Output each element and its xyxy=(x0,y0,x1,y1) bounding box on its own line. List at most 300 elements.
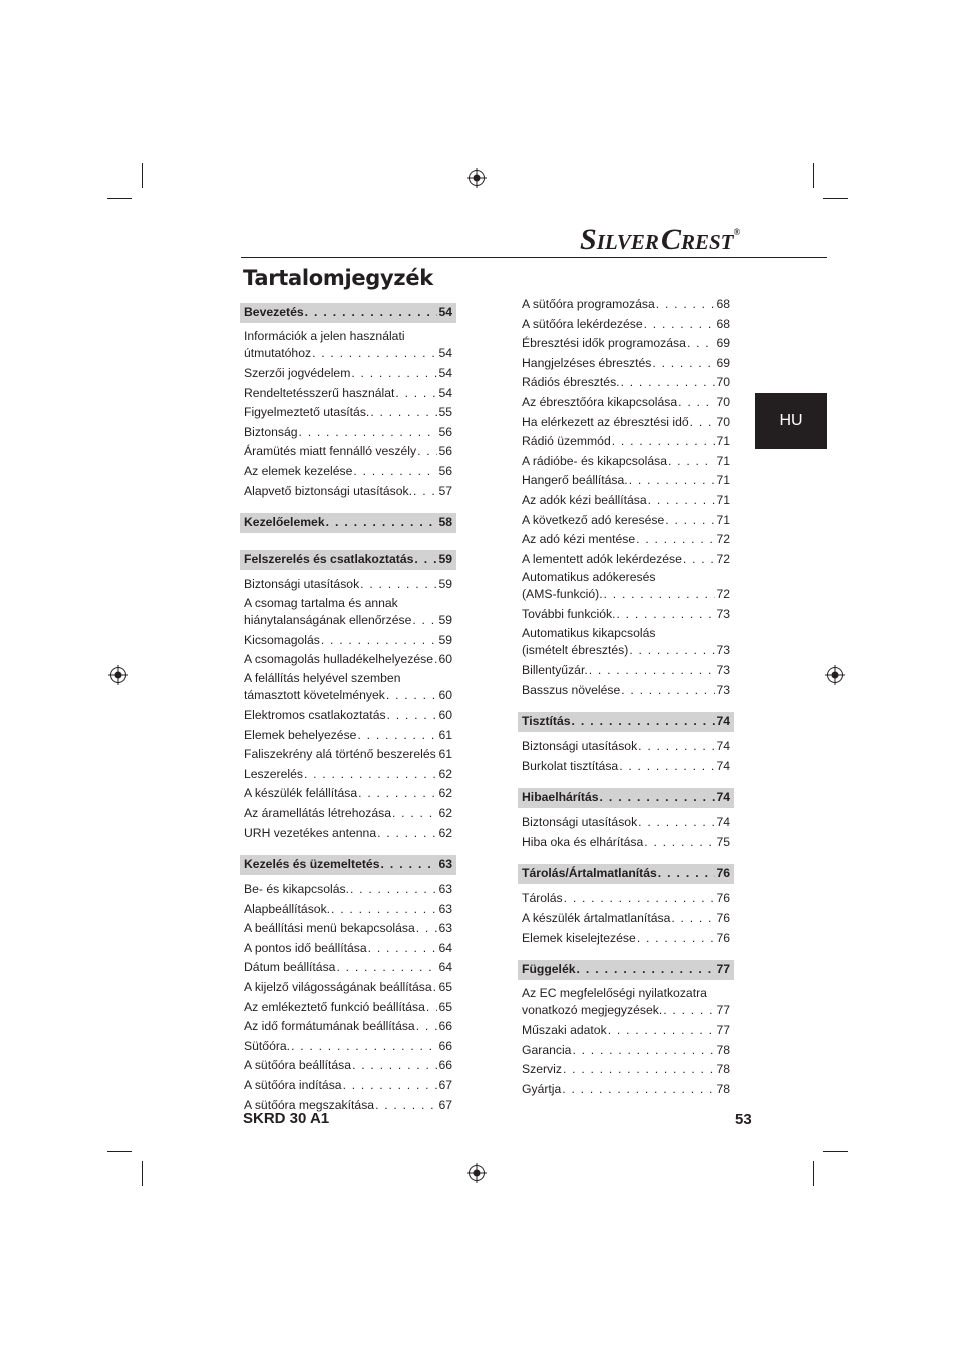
toc-entry[interactable] xyxy=(240,364,456,384)
toc-entry-page: 59 xyxy=(438,612,452,627)
toc-entry[interactable] xyxy=(518,833,734,853)
toc-entry[interactable] xyxy=(518,909,734,929)
registration-mark-icon xyxy=(108,665,128,685)
crop-mark xyxy=(823,1151,848,1152)
toc-entry-page: 66 xyxy=(438,1019,452,1034)
toc-section-page: 74 xyxy=(716,790,730,805)
toc-entry-page: 76 xyxy=(716,911,730,926)
toc-entry[interactable] xyxy=(240,403,456,423)
dot-leader xyxy=(358,784,437,804)
toc-entry-page: 59 xyxy=(438,632,452,647)
toc-entry-title: (ismételt ébresztés) xyxy=(522,642,629,657)
toc-entry-title: Az adók kézi beállítása xyxy=(522,492,647,507)
dot-leader xyxy=(572,1041,715,1061)
toc-entry-page: 59 xyxy=(438,577,452,592)
svg-text:SILVERCREST® xyxy=(580,223,740,256)
toc-entry[interactable] xyxy=(518,354,734,374)
toc-entry[interactable] xyxy=(518,530,734,550)
toc-entry-page: 55 xyxy=(438,405,452,420)
toc-entry-title: Az áramellátás létrehozása xyxy=(244,805,391,820)
toc-entry[interactable] xyxy=(240,958,456,978)
toc-entry[interactable] xyxy=(518,1080,734,1100)
toc-section-heading[interactable] xyxy=(240,513,456,533)
toc-entry-title: URH vezetékes antenna xyxy=(244,825,377,840)
dot-leader xyxy=(321,631,438,651)
toc-entry-line xyxy=(244,612,452,629)
dot-leader xyxy=(350,880,437,900)
dot-leader xyxy=(617,605,716,625)
toc-section-page: 59 xyxy=(438,552,452,567)
dot-leader xyxy=(621,373,716,393)
toc-entry[interactable] xyxy=(240,1037,456,1057)
toc-section-title: Kezelés és üzemeltetés xyxy=(244,857,380,872)
dot-leader xyxy=(687,334,716,354)
dot-leader xyxy=(433,978,438,998)
toc-entry-title: útmutatóhoz xyxy=(244,346,312,360)
toc-section-page: 74 xyxy=(716,714,730,729)
toc-entry-title: Biztonsági utasítások xyxy=(522,739,638,754)
toc-entry-title: Az elemek kezelése xyxy=(244,463,353,478)
toc-entry-title: Ébresztési idők programozása xyxy=(522,336,686,351)
toc-entry-line xyxy=(522,1002,730,1019)
toc-section-title: Tisztítás xyxy=(522,714,571,729)
dot-leader xyxy=(412,612,437,629)
toc-entry[interactable] xyxy=(518,295,734,315)
toc-entry-title: hiánytalanságának ellenőrzése xyxy=(244,612,412,627)
toc-entry-title: Alapvető biztonsági utasítások. xyxy=(244,483,413,498)
toc-entry-page: 73 xyxy=(716,662,730,677)
toc-entry-title-line: Automatikus adókeresés xyxy=(522,570,656,585)
section-gap xyxy=(240,538,456,550)
toc-entry[interactable] xyxy=(518,432,734,452)
dot-leader xyxy=(304,765,437,785)
dot-leader xyxy=(608,1021,716,1041)
toc-entry[interactable] xyxy=(518,1041,734,1061)
toc-entry[interactable] xyxy=(518,452,734,472)
dot-leader xyxy=(370,403,437,423)
section-gap xyxy=(518,948,734,960)
toc-right-column xyxy=(518,295,734,1100)
toc-entry[interactable] xyxy=(240,745,456,765)
toc-entry-title: További funkciók. xyxy=(522,607,616,622)
dot-leader xyxy=(572,712,716,732)
brand-rest: ILVER xyxy=(596,230,659,254)
toc-entry[interactable] xyxy=(240,939,456,959)
toc-entry-page: 72 xyxy=(716,532,730,547)
toc-section-heading[interactable] xyxy=(518,864,734,884)
toc-entry-page: 61 xyxy=(438,727,452,742)
toc-entry[interactable] xyxy=(240,919,456,939)
toc-entry[interactable] xyxy=(240,824,456,844)
toc-entry-title: A beállítási menü bekapcsolása xyxy=(244,921,415,936)
toc-entry-title: Gyártja xyxy=(522,1082,562,1097)
toc-section-heading[interactable] xyxy=(240,303,456,323)
language-tab xyxy=(755,393,827,449)
toc-entry[interactable] xyxy=(240,575,456,595)
toc-entry-title: Biztonsági utasítások xyxy=(244,577,360,592)
toc-entry-title: A sütőóra beállítása xyxy=(244,1058,352,1073)
dot-leader xyxy=(291,1037,437,1057)
dot-leader xyxy=(663,1002,715,1019)
toc-entry-page: 63 xyxy=(438,901,452,916)
brand-initial: S xyxy=(580,223,597,256)
toc-entry-title: Rádió üzemmód xyxy=(522,434,611,449)
dot-leader xyxy=(636,530,715,550)
toc-entry-page: 66 xyxy=(438,1058,452,1073)
toc-entry[interactable] xyxy=(518,413,734,433)
toc-entry-page: 54 xyxy=(438,366,452,380)
toc-entry-title: támasztott követelmények xyxy=(244,687,385,702)
toc-entry-page: 78 xyxy=(716,1042,730,1057)
toc-entry[interactable] xyxy=(518,393,734,413)
toc-entry[interactable] xyxy=(518,491,734,511)
toc-section-heading[interactable] xyxy=(518,788,734,808)
toc-entry[interactable] xyxy=(240,442,456,462)
toc-entry-page: 65 xyxy=(438,980,452,995)
toc-entry-line xyxy=(244,345,452,362)
registration-mark-icon xyxy=(825,665,845,685)
toc-entry[interactable] xyxy=(518,737,734,757)
toc-entry-title: Elemek behelyezése xyxy=(244,727,357,742)
toc-entry[interactable] xyxy=(518,373,734,393)
toc-entry-page: 71 xyxy=(716,434,730,449)
toc-entry-page: 72 xyxy=(716,587,730,602)
toc-entry-title-line: Az EC megfelelőségi nyilatkozatra xyxy=(522,986,707,1001)
toc-entry[interactable] xyxy=(518,511,734,531)
toc-entry-page: 60 xyxy=(438,652,452,667)
dot-leader xyxy=(638,737,715,757)
toc-section-page: 58 xyxy=(438,515,452,530)
dot-leader xyxy=(629,471,716,491)
toc-entry-page: 68 xyxy=(716,297,730,311)
dot-leader xyxy=(375,1096,437,1116)
toc-entry[interactable] xyxy=(518,889,734,909)
toc-entry-title: Műszaki adatok xyxy=(522,1023,607,1038)
toc-entry-title: A sütőóra megszakítása xyxy=(244,1097,375,1112)
crop-mark xyxy=(142,163,143,188)
toc-entry-page: 74 xyxy=(716,739,730,754)
toc-entry-title: Kicsomagolás xyxy=(244,632,320,647)
dot-leader xyxy=(656,295,716,315)
dot-leader xyxy=(637,929,716,949)
dot-leader xyxy=(305,303,438,323)
dot-leader xyxy=(678,393,715,413)
toc-entry-title-line: Információk a jelen használati xyxy=(244,329,405,343)
toc-section-title: Felszerelés és csatlakoztatás xyxy=(244,552,414,567)
toc-entry-title: Biztonság xyxy=(244,424,298,439)
toc-entry[interactable] xyxy=(240,804,456,824)
toc-section-title: Hibaelhárítás xyxy=(522,790,599,805)
toc-entry-title: Burkolat tisztítása xyxy=(522,758,619,773)
toc-entry-title: A következő adó keresése xyxy=(522,512,665,527)
toc-section-page: 76 xyxy=(716,866,730,881)
crop-mark xyxy=(823,198,848,199)
toc-entry-title: Rendeltetésszerű használat xyxy=(244,385,395,400)
toc-entry-page: 61 xyxy=(438,747,452,762)
toc-entry-title: A csomagolás hulladékelhelyezése xyxy=(244,652,434,667)
toc-entry-line xyxy=(522,586,730,603)
dot-leader xyxy=(381,855,438,875)
toc-entry[interactable] xyxy=(518,334,734,354)
toc-entry[interactable] xyxy=(240,998,456,1018)
toc-entry-page: 64 xyxy=(438,940,452,955)
section-gap xyxy=(518,700,734,712)
toc-section-title: Függelék xyxy=(522,962,576,977)
dot-leader xyxy=(336,958,437,978)
dot-leader xyxy=(671,909,715,929)
dot-leader xyxy=(638,813,715,833)
toc-entry[interactable] xyxy=(240,1017,456,1037)
dot-leader xyxy=(564,889,716,909)
toc-section-heading[interactable] xyxy=(518,712,734,732)
toc-entry-title: A rádióbe- és kikapcsolása xyxy=(522,453,667,468)
dot-leader xyxy=(652,354,715,374)
dot-leader xyxy=(360,575,437,595)
toc-entry[interactable] xyxy=(240,384,456,404)
dot-leader xyxy=(683,550,716,570)
toc-entry[interactable] xyxy=(240,650,456,670)
toc-entry-page: 56 xyxy=(438,444,452,459)
toc-entry[interactable] xyxy=(518,813,734,833)
toc-entry-page: 60 xyxy=(438,707,452,722)
dot-leader xyxy=(395,384,437,404)
toc-entry-title: Basszus növelése xyxy=(522,682,621,697)
toc-left-column xyxy=(240,303,456,1115)
toc-entry-title: Figyelmeztető utasítás. xyxy=(244,405,370,420)
toc-entry-title: Az emlékeztető funkció beállítása xyxy=(244,999,425,1014)
toc-entry-page: 54 xyxy=(438,346,452,360)
toc-entry-title-line: A felállítás helyével szemben xyxy=(244,670,401,685)
toc-entry-page: 73 xyxy=(716,607,730,622)
dot-leader xyxy=(416,1017,438,1037)
toc-entry-page: 78 xyxy=(716,1082,730,1097)
dot-leader xyxy=(668,452,715,472)
toc-entry[interactable] xyxy=(518,929,734,949)
toc-entry-title: Billentyűzár. xyxy=(522,662,588,677)
dot-leader xyxy=(648,491,716,511)
section-gap xyxy=(518,852,734,864)
toc-entry-title: Leszerelés xyxy=(244,766,303,781)
toc-entry-title: Hiba oka és elhárítása xyxy=(522,834,644,849)
toc-entry-title: A készülék ártalmatlanítása xyxy=(522,911,671,926)
registration-mark-icon xyxy=(467,1163,487,1183)
dot-leader xyxy=(612,432,716,452)
dot-leader xyxy=(417,442,437,462)
dot-leader xyxy=(644,315,716,335)
dot-leader xyxy=(392,804,437,824)
toc-entry[interactable] xyxy=(240,1076,456,1096)
toc-entry-page: 62 xyxy=(438,805,452,820)
dot-leader xyxy=(426,998,438,1018)
toc-entry[interactable] xyxy=(240,880,456,900)
section-gap xyxy=(518,776,734,788)
dot-leader xyxy=(343,1076,438,1096)
crop-mark xyxy=(813,1161,814,1186)
toc-entry-page: 62 xyxy=(438,786,452,801)
toc-entry[interactable] xyxy=(240,423,456,443)
footer-model: SKRD 30 A1 xyxy=(243,1110,330,1127)
dot-leader xyxy=(352,1056,437,1076)
toc-entry[interactable] xyxy=(518,569,734,605)
dot-leader xyxy=(331,900,437,920)
section-gap xyxy=(240,843,456,855)
dot-leader xyxy=(387,706,438,726)
toc-entry-title: Faliszekrény alá történő beszerelés xyxy=(244,747,436,762)
page-title: Tartalomjegyzék xyxy=(243,266,433,290)
toc-entry[interactable] xyxy=(518,471,734,491)
toc-entry-page: 63 xyxy=(438,882,452,897)
toc-entry-page: 64 xyxy=(438,960,452,975)
toc-entry-title: Áramütés miatt fennálló veszély xyxy=(244,444,417,459)
toc-entry[interactable] xyxy=(518,661,734,681)
toc-section-heading[interactable] xyxy=(518,960,734,980)
toc-entry[interactable] xyxy=(518,757,734,777)
toc-entry-title: Tárolás xyxy=(522,891,563,906)
toc-entry[interactable] xyxy=(240,978,456,998)
dot-leader xyxy=(621,681,715,701)
toc-entry-page: 60 xyxy=(438,687,452,702)
toc-entry-title: A sütőóra indítása xyxy=(244,1078,342,1093)
toc-entry-page: 71 xyxy=(716,512,730,527)
toc-entry-page: 57 xyxy=(438,483,452,498)
dot-leader xyxy=(690,413,716,433)
toc-entry-page: 77 xyxy=(716,1023,730,1038)
crop-mark xyxy=(142,1161,143,1186)
toc-entry-title: Elektromos csatlakoztatás xyxy=(244,707,386,722)
toc-entry[interactable] xyxy=(240,784,456,804)
dot-leader xyxy=(351,364,437,384)
toc-section-title: Tárolás/Ártalmatlanítás xyxy=(522,866,657,881)
brand-rest: REST xyxy=(680,230,734,254)
toc-entry[interactable] xyxy=(518,985,734,1021)
toc-entry-page: 75 xyxy=(716,834,730,849)
toc-entry[interactable] xyxy=(518,1060,734,1080)
toc-entry-page: 62 xyxy=(438,766,452,781)
toc-section-page: 63 xyxy=(438,857,452,872)
toc-entry[interactable] xyxy=(240,1056,456,1076)
toc-entry[interactable] xyxy=(518,315,734,335)
toc-section-title: Kezelőelemek xyxy=(244,515,325,530)
dot-leader xyxy=(386,687,438,704)
toc-entry-title: Ha elérkezett az ébresztési idő xyxy=(522,414,689,429)
toc-entry-title: A kijelző világosságának beállítása xyxy=(244,980,432,995)
crop-mark xyxy=(813,163,814,188)
page-number: 53 xyxy=(735,1111,752,1128)
dot-leader xyxy=(368,939,438,959)
toc-entry[interactable] xyxy=(240,482,456,502)
toc-entry-title: Be- és kikapcsolás. xyxy=(244,882,349,897)
toc-entry-title: A lementett adók lekérdezése xyxy=(522,551,682,566)
toc-entry-line xyxy=(244,687,452,704)
toc-entry[interactable] xyxy=(518,550,734,570)
toc-section-page: 77 xyxy=(716,962,730,977)
toc-entry-page: 77 xyxy=(716,1003,730,1018)
toc-entry-title: Szerviz xyxy=(522,1062,562,1077)
toc-entry[interactable] xyxy=(518,1021,734,1041)
toc-entry-page: 71 xyxy=(716,453,730,468)
toc-entry-title: vonatkozó megjegyzések. xyxy=(522,1003,663,1018)
toc-entry[interactable] xyxy=(240,900,456,920)
dot-leader xyxy=(562,1080,715,1100)
toc-section-heading[interactable] xyxy=(240,855,456,875)
toc-entry[interactable] xyxy=(240,631,456,651)
brand-initial: C xyxy=(660,223,681,256)
toc-entry-page: 70 xyxy=(716,414,730,429)
dot-leader xyxy=(589,661,716,681)
toc-entry-page: 69 xyxy=(716,336,730,351)
toc-entry-title: A pontos idő beállítása xyxy=(244,940,367,955)
toc-entry-page: 70 xyxy=(716,394,730,409)
language-tab-label: HU xyxy=(779,412,803,429)
toc-entry-page: 73 xyxy=(716,682,730,697)
toc-entry-page: 66 xyxy=(438,1038,452,1053)
dot-leader xyxy=(312,345,437,362)
toc-entry-title: Az idő formátumának beállítása xyxy=(244,1019,415,1034)
toc-entry-page: 72 xyxy=(716,551,730,566)
toc-entry-page: 63 xyxy=(438,921,452,936)
dot-leader xyxy=(353,462,437,482)
toc-entry-page: 56 xyxy=(438,463,452,478)
dot-leader xyxy=(619,757,715,777)
toc-entry-page: 65 xyxy=(438,999,452,1014)
toc-entry-title: Rádiós ébresztés. xyxy=(522,375,620,390)
toc-entry[interactable] xyxy=(518,681,734,701)
toc-entry[interactable] xyxy=(518,625,734,661)
dot-leader xyxy=(658,864,716,884)
toc-entry[interactable] xyxy=(240,670,456,706)
dot-leader xyxy=(414,550,437,570)
toc-section-heading[interactable] xyxy=(240,550,456,570)
toc-entry[interactable] xyxy=(240,706,456,726)
dot-leader xyxy=(413,482,437,502)
dot-leader xyxy=(326,513,438,533)
brand-logo xyxy=(580,222,752,256)
toc-entry-title-line: A csomag tartalma és annak xyxy=(244,595,398,610)
dot-leader xyxy=(629,642,715,659)
header-rule xyxy=(241,257,827,258)
toc-entry-title-line: Automatikus kikapcsolás xyxy=(522,625,656,640)
section-gap xyxy=(240,501,456,513)
toc-entry[interactable] xyxy=(240,462,456,482)
dot-leader xyxy=(434,650,437,670)
dot-leader xyxy=(577,960,716,980)
toc-entry[interactable] xyxy=(518,605,734,625)
toc-entry-title: Sütőóra. xyxy=(244,1038,291,1053)
toc-entry-title: (AMS-funkció). xyxy=(522,587,603,602)
dot-leader xyxy=(437,745,438,765)
toc-entry-title: Szerzői jogvédelem xyxy=(244,366,351,380)
dot-leader xyxy=(600,788,716,808)
toc-entry-title: Hangjelzéses ébresztés xyxy=(522,355,652,370)
toc-entry-title: Alapbeállítások. xyxy=(244,901,331,916)
toc-entry[interactable] xyxy=(240,726,456,746)
toc-entry[interactable] xyxy=(240,328,456,364)
toc-entry-page: 74 xyxy=(716,815,730,830)
toc-entry-page: 74 xyxy=(716,758,730,773)
toc-entry[interactable] xyxy=(240,595,456,631)
toc-entry-page: 73 xyxy=(716,642,730,657)
toc-entry-page: 54 xyxy=(438,385,452,400)
toc-entry-title: Biztonsági utasítások xyxy=(522,815,638,830)
toc-entry-page: 71 xyxy=(716,492,730,507)
crop-mark xyxy=(107,1151,132,1152)
toc-entry[interactable] xyxy=(240,765,456,785)
toc-entry-title: A készülék felállítása xyxy=(244,786,358,801)
toc-entry-title: Elemek kiselejtezése xyxy=(522,930,636,945)
dot-leader xyxy=(299,423,438,443)
toc-entry-page: 67 xyxy=(438,1078,452,1093)
toc-entry-line xyxy=(522,642,730,659)
